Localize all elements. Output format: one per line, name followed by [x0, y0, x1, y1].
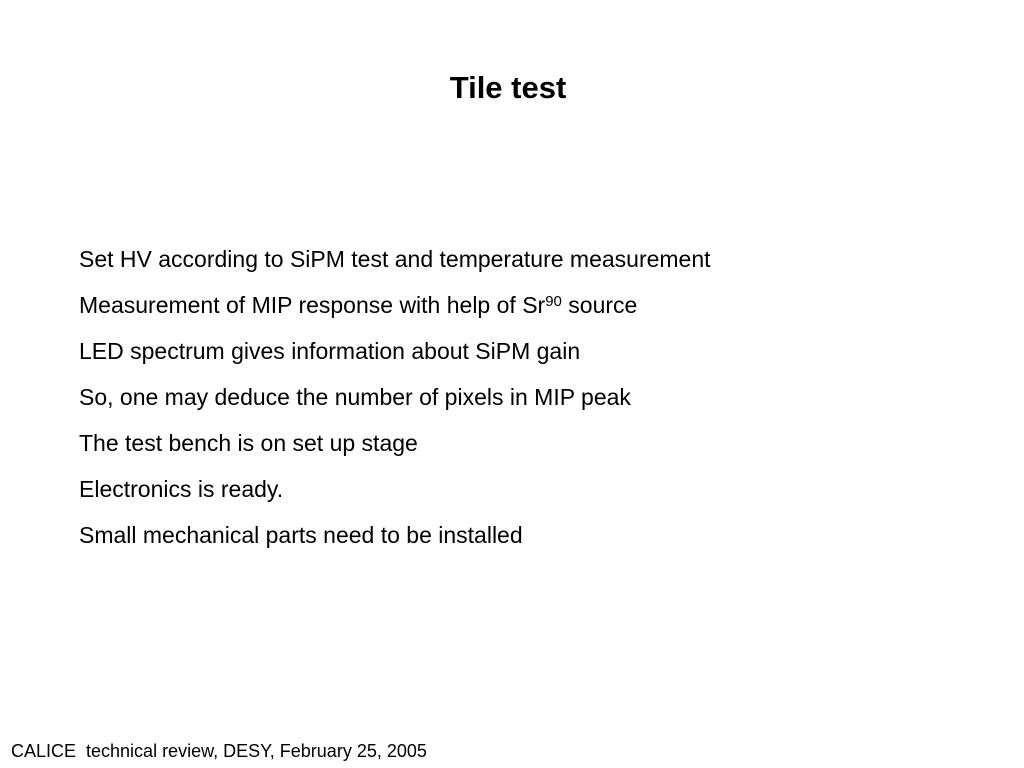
bullet-item: So, one may deduce the number of pixels in MIP peak — [79, 384, 631, 410]
bullet-list — [79, 236, 711, 558]
bullet-text: Measurement of MIP response with help of Sr — [79, 292, 546, 318]
superscript: 90 — [545, 293, 562, 310]
bullet-item: Small mechanical parts need to be installed — [79, 522, 523, 548]
bullet-item: The test bench is on set up stage — [79, 430, 418, 456]
bullet-item: Electronics is ready. — [79, 476, 284, 502]
slide-footer: CALICE technical review, DESY, February 25, 2005 — [11, 741, 427, 761]
bullet-item — [79, 282, 711, 328]
slide-title: Tile test — [449, 70, 567, 105]
bullet-item: LED spectrum gives information about SiPM gain — [79, 338, 581, 364]
bullet-item: Set HV according to SiPM test and temperature measurement — [79, 246, 711, 272]
bullet-text: source — [561, 292, 638, 318]
